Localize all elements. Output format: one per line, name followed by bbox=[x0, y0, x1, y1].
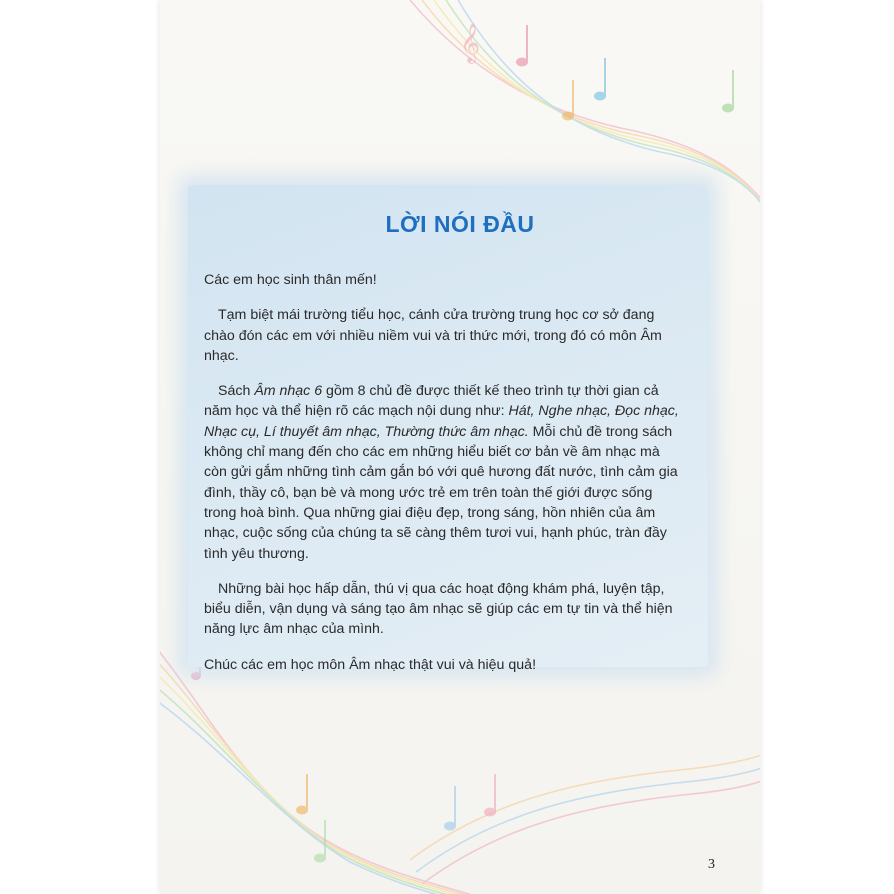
music-note-icon bbox=[484, 774, 496, 817]
greeting: Các em học sinh thân mến! bbox=[204, 272, 377, 288]
preface-body bbox=[204, 270, 684, 690]
paragraph-1: Tạm biệt mái trường tiểu học, cánh cửa trường trung học cơ sở đang chào đón các em với nhiều niềm vui và tri thức mới, trong đó có môn Âm nhạc. bbox=[204, 307, 662, 364]
paragraph-2-intro: Sách bbox=[218, 383, 255, 400]
page-title: LỜI NÓI ĐẦU bbox=[385, 211, 535, 237]
music-note-icon bbox=[594, 58, 606, 101]
content-strands: Hát, Nghe nhạc, Đọc nhạc, Nhạc cụ, Lí thuyết âm nhạc, Thường thức âm nhạc. bbox=[204, 403, 679, 440]
music-note-icon bbox=[562, 80, 574, 121]
paragraph-2-rest: Mỗi chủ đề trong sách không chỉ mang đến cho các em những hiểu biết cơ bản về âm nhạc mà còn gửi gắm những tình cảm gắn bó với quê hương đất nước, tình cảm gia đình, thầy cô, bạn bè và mong ước trẻ em trên toàn thế giới được sống trong hoà bình. Qua những giai điệu đẹp, trong sáng, hồn nhiên của âm nhạc, cuộc sống của chúng ta sẽ càng thêm tươi vui, hạnh phúc, tràn đầy tình yêu thương. bbox=[204, 423, 678, 562]
treble-clef-icon: 𝄞 bbox=[460, 23, 481, 63]
music-note-icon bbox=[516, 25, 528, 67]
music-note-icon bbox=[722, 70, 734, 113]
music-note-icon bbox=[444, 786, 456, 831]
book-title: Âm nhạc 6 bbox=[254, 383, 323, 400]
page-number: 3 bbox=[708, 857, 715, 872]
paragraph-2 bbox=[204, 381, 684, 564]
music-note-icon bbox=[296, 774, 308, 815]
book-page bbox=[160, 0, 760, 894]
closing-wish: Chúc các em học môn Âm nhạc thật vui và hiệu quả! bbox=[204, 656, 537, 673]
paragraph-3: Những bài học hấp dẫn, thú vị qua các hoạt động khám phá, luyện tập, biểu diễn, vận dụng và sáng tạo âm nhạc sẽ giúp các em tự tin và thể hiện năng lực âm nhạc của mình. bbox=[204, 580, 673, 638]
paragraph-2-middle: gồm 8 chủ đề được thiết kế theo trình tự thời gian cả năm học và thể hiện rõ các mạch nội dung như: bbox=[204, 383, 659, 420]
